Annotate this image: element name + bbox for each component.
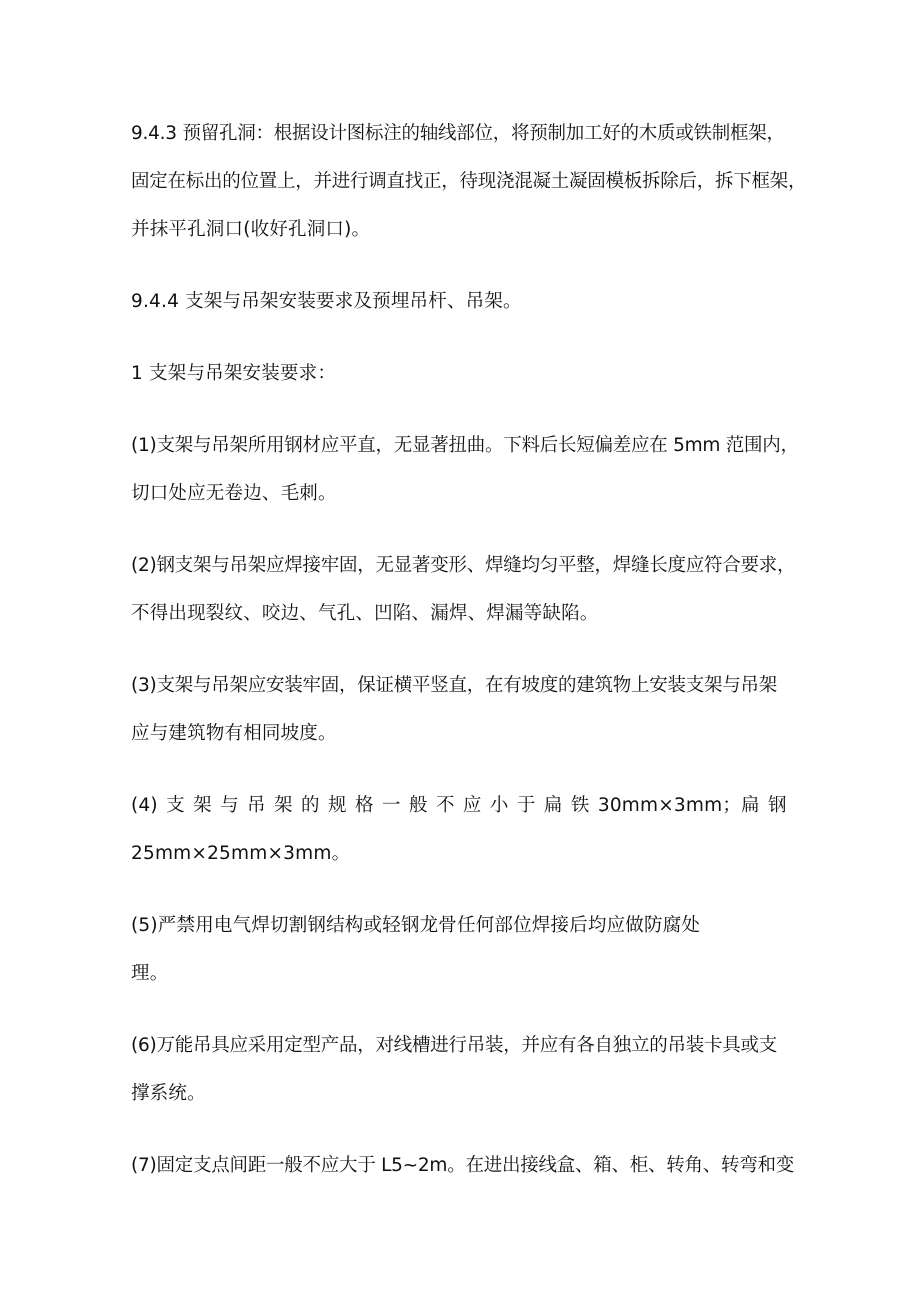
- text-line-item-2-cont: 不得出现裂纹、咬边、气孔、凹陷、漏焊、焊漏等缺陷。: [131, 603, 599, 624]
- item-4-part: 小: [489, 795, 509, 816]
- item-4-part: 般: [408, 795, 428, 816]
- text-line-section-1-heading: 1 支架与吊架安装要求：: [131, 363, 337, 384]
- text-line-item-7: (7)固定支点间距一般不应大于 L5~2m。在进出接线盒、箱、柜、转角、转弯和变: [131, 1155, 794, 1176]
- text-line-943-cont-1: 固定在标出的位置上，并进行调直找正，待现浇混凝土凝固模板拆除后，拆下框架，: [131, 171, 807, 192]
- text-line-item-6-cont: 撑系统。: [131, 1083, 206, 1104]
- item-4-part: 铁: [570, 795, 590, 816]
- item-4-part: (4): [131, 795, 158, 816]
- text-line-item-3: (3)支架与吊架应安装牢固，保证横平竖直，在有坡度的建筑物上安装支架与吊架: [131, 675, 777, 696]
- text-line-item-5-cont: 理。: [131, 963, 169, 984]
- item-4-part: 30mm×3mm；扁: [597, 795, 760, 816]
- text-line-item-2: (2)钢支架与吊架应焊接牢固，无显著变形、焊缝均匀平整，焊缝长度应符合要求，: [131, 555, 796, 576]
- item-4-part: 格: [354, 795, 374, 816]
- text-line-item-1: (1)支架与吊架所用钢材应平直，无显著扭曲。下料后长短偏差应在 5mm 范围内，: [131, 435, 799, 456]
- text-line-item-3-cont: 应与建筑物有相同坡度。: [131, 723, 337, 744]
- text-line-943-title: 9.4.3 预留孔洞：根据设计图标注的轴线部位，将预制加工好的木质或铁制框架，: [131, 123, 785, 144]
- item-4-part: 的: [301, 795, 320, 816]
- text-line-943-cont-2: 并抹平孔洞口(收好孔洞口)。: [131, 219, 371, 240]
- text-line-item-1-cont: 切口处应无卷边、毛刺。: [131, 483, 337, 504]
- item-4-part: 吊: [247, 795, 266, 816]
- item-4-part: 支: [166, 795, 185, 816]
- item-4-part: 架: [274, 795, 293, 816]
- item-4-part: 一: [381, 795, 401, 816]
- text-line-944-title: 9.4.4 支架与吊架安装要求及预埋吊杆、吊架。: [131, 291, 522, 312]
- item-4-part: 不: [435, 795, 455, 816]
- text-line-item-4-cont: 25mm×25mm×3mm。: [131, 843, 351, 864]
- item-4-part: 扁: [543, 795, 563, 816]
- item-4-part: 架: [193, 795, 212, 816]
- item-4-part: 规: [328, 795, 347, 816]
- item-4-part: 应: [462, 795, 482, 816]
- text-line-item-5: (5)严禁用电气焊切割钢结构或轻钢龙骨任何部位焊接后均应做防腐处: [131, 915, 701, 936]
- item-4-part: 钢: [768, 795, 787, 816]
- text-line-item-6: (6)万能吊具应采用定型产品，对线槽进行吊装，并应有各自独立的吊装卡具或支: [131, 1035, 777, 1056]
- item-4-part: 与: [220, 795, 239, 816]
- text-line-item-4: [131, 794, 787, 818]
- item-4-part: 于: [516, 795, 536, 816]
